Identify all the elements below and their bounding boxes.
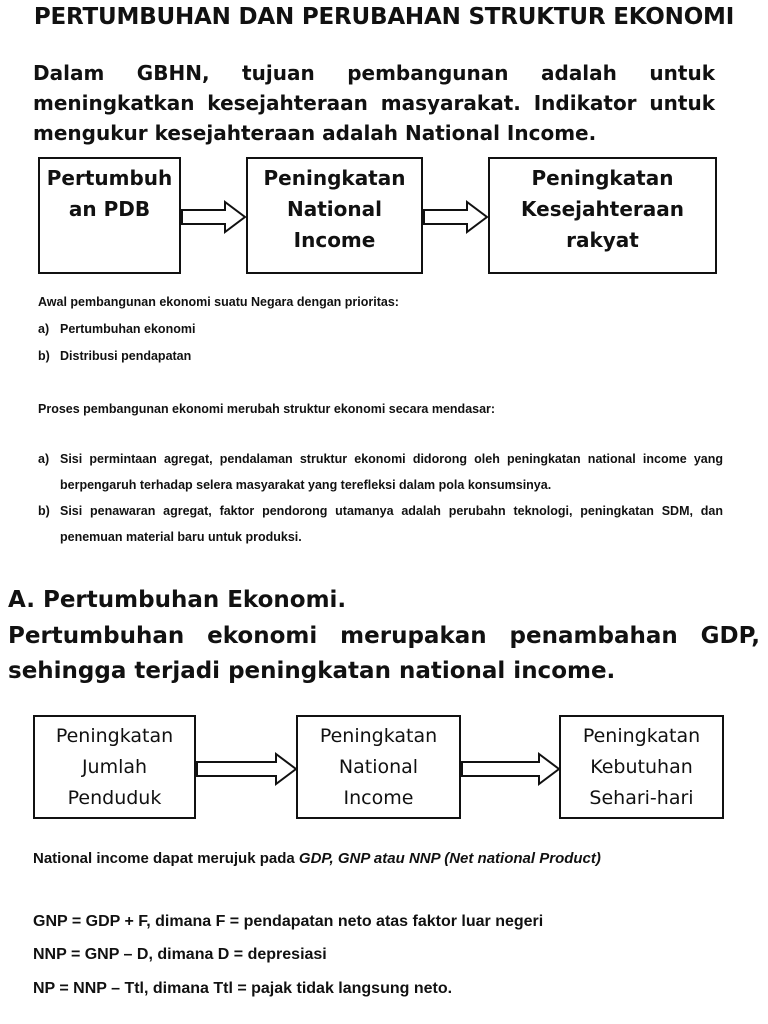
national-income-note [33,850,733,867]
flow2-box3-line: Peningkatan [582,724,701,747]
list-item-text: Pertumbuhan ekonomi [60,322,196,336]
formula-gnp: GNP = GDP + F, dimana F = pendapatan neto atas faktor luar negeri [33,913,544,930]
right-arrow-icon [461,752,561,786]
list-marker: a) [38,452,50,466]
flow2-box2-line: Income [343,786,414,809]
list-item-text: Sisi penawaran agregat, faktor pendorong utamanya adalah perubahn teknologi, peningkatan SDM, dan penemuan material baru untuk produksi. [60,504,723,544]
flow1-box-welfare [488,157,717,274]
flow1-box2-line: Peningkatan [263,166,406,190]
flow1-box2-line: National [287,197,382,221]
flow2-box1-line: Peningkatan [55,724,174,747]
flow2-box-national-income [296,715,461,819]
formula-np: NP = NNP – Ttl, dimana Ttl = pajak tidak langsung neto. [33,980,453,997]
flow2-box3-line: Kebutuhan [590,755,693,778]
flow1-box-pdb-growth [38,157,181,274]
flow1-box2-line: Income [293,228,376,252]
list-marker: b) [38,504,50,518]
list-marker: a) [38,322,50,336]
formula-nnp: NNP = GNP – D, dimana D = depresiasi [33,946,327,963]
flow2-box2-line: Peningkatan [319,724,438,747]
right-arrow-icon [181,200,247,234]
flow1-box1-line: Pertumbuh [46,166,173,190]
flow1-box3-line: rakyat [566,228,639,252]
priorities-block [38,289,728,369]
page-title: PERTUMBUHAN DAN PERUBAHAN STRUKTUR EKONOMI [33,4,735,30]
flow1-box3-line: Peningkatan [531,166,674,190]
right-arrow-icon [423,200,489,234]
national-income-prefix: National income dapat merujuk pada [33,850,299,867]
list-item [38,343,728,369]
section-a [8,583,760,689]
list-item [38,498,723,550]
process-block [38,396,723,550]
flow2-box1-line: Penduduk [67,786,162,809]
flow2-box-population [33,715,196,819]
list-item-text: Distribusi pendapatan [60,349,192,363]
flow2-box2-line: National [338,755,419,778]
process-heading: Proses pembangunan ekonomi merubah struktur ekonomi secara mendasar: [38,402,496,416]
flow2-box1-line: Jumlah [81,755,148,778]
flow2-box3-line: Sehari-hari [589,786,694,809]
list-item-text: Sisi permintaan agregat, pendalaman struktur ekonomi didorong oleh peningkatan national income yang berpengaruh terhadap selera masyarakat yang terefleksi dalam pola konsumsinya. [60,452,723,492]
list-item [38,315,728,343]
section-a-heading: A. Pertumbuhan Ekonomi. [8,587,347,613]
flow1-box-national-income [246,157,423,274]
list-marker: b) [38,349,50,363]
flow2-box-daily-needs [559,715,724,819]
flow1-box3-line: Kesejahteraan [521,197,684,221]
intro-paragraph: Dalam GBHN, tujuan pembangunan adalah untuk meningkatkan kesejahteraan masyarakat. Indikator untuk mengukur kesejahteraan adalah National Income. [33,61,715,145]
priorities-heading: Awal pembangunan ekonomi suatu Negara dengan prioritas: [38,295,399,309]
section-a-body: Pertumbuhan ekonomi merupakan penambahan GDP, sehingga terjadi peningkatan national income. [8,623,760,684]
flow1-box1-line: an PDB [68,197,151,221]
right-arrow-icon [196,752,298,786]
national-income-emphasis: GDP, GNP atau NNP (Net national Product) [298,850,601,867]
list-item [38,446,723,498]
